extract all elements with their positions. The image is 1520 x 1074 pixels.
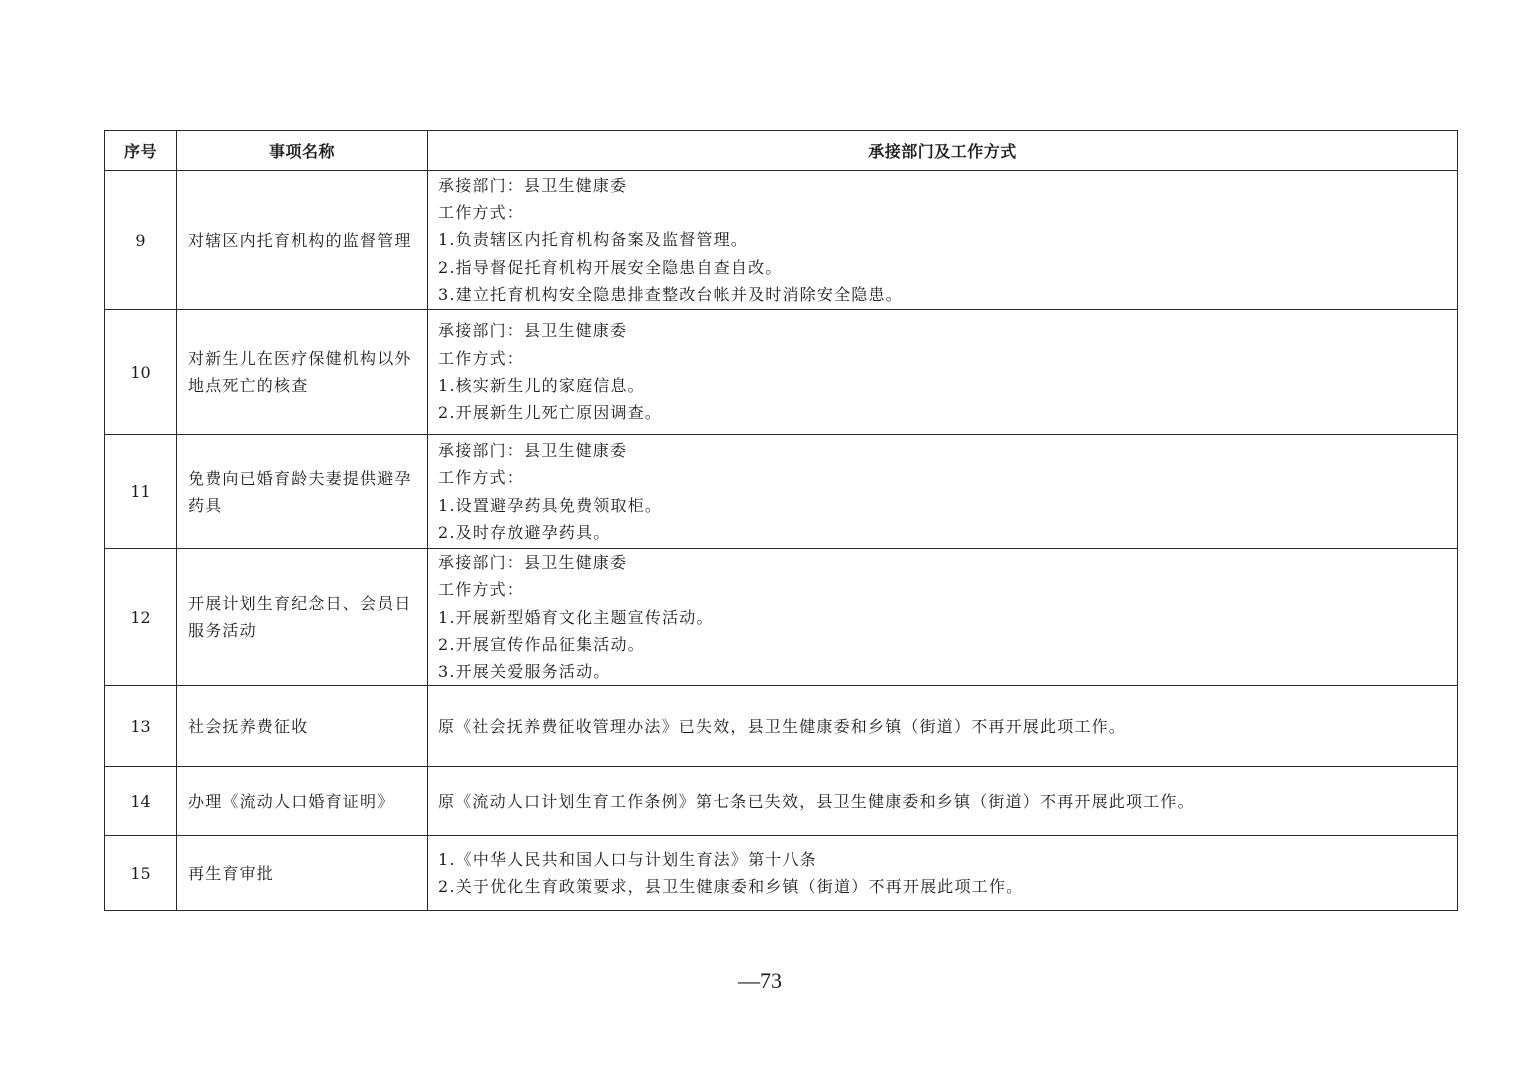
method-line: 3.开展关爱服务活动。: [438, 662, 611, 682]
method-line: 承接部门：县卫生健康委: [438, 175, 628, 195]
table-row: [105, 836, 1458, 911]
row-method-cell: [428, 767, 1458, 836]
row-item-name: 再生育审批: [177, 836, 428, 911]
row-item-name: 办理《流动人口婚育证明》: [177, 767, 428, 836]
method-line: 3.建立托育机构安全隐患排查整改台帐并及时消除安全隐患。: [438, 284, 903, 304]
method-line: 原《社会抚养费征收管理办法》已失效，县卫生健康委和乡镇（街道）不再开展此项工作。: [438, 716, 1127, 736]
method-line: 2.关于优化生育政策要求，县卫生健康委和乡镇（街道）不再开展此项工作。: [438, 877, 1024, 897]
row-method-cell: [428, 435, 1458, 549]
page-number: —73: [738, 968, 782, 993]
row-serial-number: 14: [105, 767, 177, 836]
row-serial-number: 15: [105, 836, 177, 911]
method-line: 工作方式：: [438, 468, 525, 488]
table-row: [105, 310, 1458, 435]
row-item-name: 免费向已婚育龄夫妻提供避孕药具: [177, 435, 428, 549]
method-line: 工作方式：: [438, 348, 525, 368]
method-line: 2.开展宣传作品征集活动。: [438, 634, 645, 654]
table-row: [105, 435, 1458, 549]
row-method-cell: [428, 549, 1458, 686]
method-line: 2.及时存放避孕药具。: [438, 522, 611, 542]
row-serial-number: 12: [105, 549, 177, 686]
row-method-cell: [428, 686, 1458, 767]
method-line: 承接部门：县卫生健康委: [438, 321, 628, 341]
method-line: 承接部门：县卫生健康委: [438, 553, 628, 572]
table-row: [105, 767, 1458, 836]
row-serial-number: 9: [105, 171, 177, 310]
table-row: [105, 171, 1458, 310]
row-method-cell: [428, 171, 1458, 310]
table-row: [105, 686, 1458, 767]
table-header-row: [105, 131, 1458, 171]
row-method-cell: [428, 836, 1458, 911]
method-line: 承接部门：县卫生健康委: [438, 440, 628, 460]
header-department-method: 承接部门及工作方式: [428, 131, 1458, 171]
row-serial-number: 11: [105, 435, 177, 549]
method-line: 2.指导督促托育机构开展安全隐患自查自改。: [438, 257, 783, 277]
row-serial-number: 10: [105, 310, 177, 435]
method-line: 工作方式：: [438, 580, 525, 600]
method-line: 1.设置避孕药具免费领取柜。: [438, 495, 663, 515]
method-line: 2.开展新生儿死亡原因调查。: [438, 403, 663, 423]
row-method-cell: [428, 310, 1458, 435]
method-line: 原《流动人口计划生育工作条例》第七条已失效，县卫生健康委和乡镇（街道）不再开展此项工作。: [438, 791, 1195, 811]
row-serial-number: 13: [105, 686, 177, 767]
header-serial-number: 序号: [105, 131, 177, 171]
header-item-name: 事项名称: [177, 131, 428, 171]
row-item-name: 对辖区内托育机构的监督管理: [177, 171, 428, 310]
method-line: 工作方式：: [438, 203, 525, 223]
row-item-name: 对新生儿在医疗保健机构以外地点死亡的核查: [177, 310, 428, 435]
row-item-name: 社会抚养费征收: [177, 686, 428, 767]
method-line: 1.开展新型婚育文化主题宣传活动。: [438, 607, 714, 627]
matters-table: [104, 130, 1458, 911]
method-line: 1.《中华人民共和国人口与计划生育法》第十八条: [438, 850, 817, 870]
method-line: 1.核实新生儿的家庭信息。: [438, 376, 645, 395]
row-item-name: 开展计划生育纪念日、会员日服务活动: [177, 549, 428, 686]
table-row: [105, 549, 1458, 686]
method-line: 1.负责辖区内托育机构备案及监督管理。: [438, 230, 749, 250]
